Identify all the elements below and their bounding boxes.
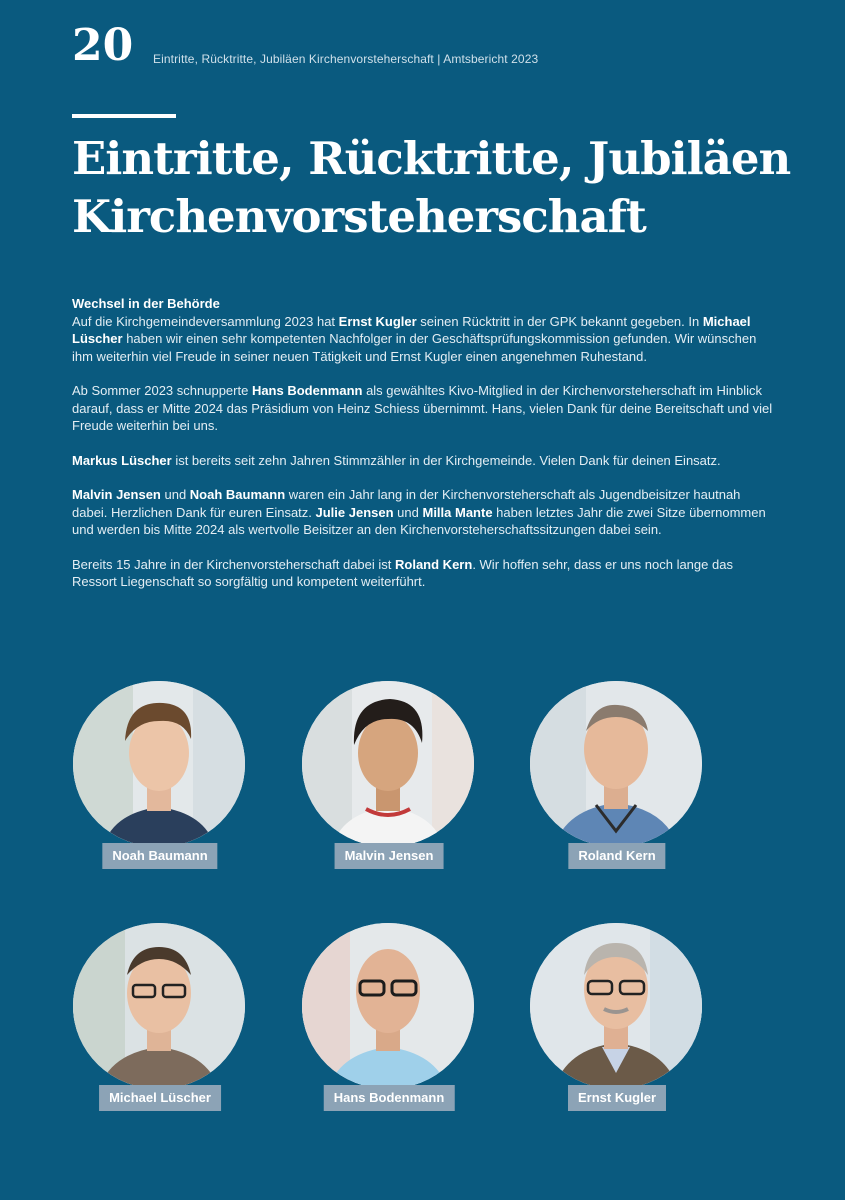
p1-text-a: Auf die Kirchgemeindeversammlung 2023 hat <box>72 313 339 329</box>
p5-name-roland-kern: Roland Kern <box>395 556 473 572</box>
paragraph-3 <box>72 452 777 470</box>
portrait-photo <box>530 681 702 847</box>
section-heading: Wechsel in der Behörde <box>72 296 220 311</box>
name-label: Hans Bodenmann <box>324 1085 455 1111</box>
page-title-line-1: Eintritte, Rücktritte, Jubiläen <box>72 132 791 185</box>
running-head: Eintritte, Rücktritte, Jubiläen Kirchenvorsteherschaft | Amtsbericht 2023 <box>153 52 539 66</box>
paragraph-5 <box>72 556 777 591</box>
p4-text-f: und <box>393 504 423 520</box>
portrait-card <box>302 923 476 1123</box>
p5-text-c: . Wir hoffen sehr, dass er uns noch lange das Ressort Liegenschaft so sorgfältig und kompetent weiterführt. <box>72 556 733 589</box>
p5-text-a: Bereits 15 Jahre in der Kirchenvorsteherschaft dabei ist <box>72 556 396 572</box>
page-title <box>72 130 812 246</box>
portrait-photo <box>530 923 702 1089</box>
p4-text-h: haben letztes Jahr die zwei Sitze übernommen und werden bis Mitte 2024 als wertvolle Beisitzer an den Kirchenvorsteherschaftssitzungen dabei sein. <box>72 504 766 537</box>
name-label: Michael Lüscher <box>99 1085 221 1111</box>
portrait-card <box>73 923 247 1123</box>
p1-text-c: seinen Rücktritt in der GPK bekannt gegeben. In <box>416 313 703 329</box>
p2-name-hans-bodenmann: Hans Bodenmann <box>251 383 363 398</box>
portrait-photo <box>302 923 474 1089</box>
p1-text-e: haben wir einen sehr kompetenten Nachfolger in der Geschäftsprüfungskommission gefunden. Wir wünschen ihm weiterhin viel Freude in seiner neuen Tätigkeit und Ernst Kugler einen angenehmen Ruhestand. <box>72 331 757 364</box>
p4-name-malvin-jensen: Malvin Jensen <box>72 487 161 502</box>
portrait-photo <box>73 681 245 847</box>
portrait-card <box>530 923 704 1123</box>
p3-text-b: ist bereits seit zehn Jahren Stimmzähler in der Kirchgemeinde. Vielen Dank für deinen Einsatz. <box>171 452 721 468</box>
portrait-photo <box>73 923 245 1089</box>
portrait-card <box>73 681 247 881</box>
page-number: 20 <box>72 20 134 71</box>
portrait-card <box>530 681 704 881</box>
title-rule <box>72 114 176 118</box>
name-label: Malvin Jensen <box>335 843 444 869</box>
p3-name-markus-luescher: Markus Lüscher <box>72 452 172 468</box>
p4-name-julie-jensen: Julie Jensen <box>315 504 394 520</box>
p4-name-milla-mante: Milla Mante <box>422 504 493 520</box>
paragraph-1 <box>72 295 777 365</box>
p4-name-noah-baumann: Noah Baumann <box>189 487 286 502</box>
p1-name-ernst-kugler: Ernst Kugler <box>338 313 417 329</box>
paragraph-2 <box>72 382 777 435</box>
p2-text-c: als gewähltes Kivo-Mitglied in der Kirchenvorsteherschaft im Hinblick darauf, dass er Mitte 2024 das Präsidium von Heinz Schiess übernimmt. Hans, vielen Dank für deine Bereitschaft und viel Freude weiterhin bei uns. <box>72 383 773 433</box>
name-label: Noah Baumann <box>102 843 217 869</box>
p1-name-michael-luescher: Michael Lüscher <box>72 313 751 346</box>
portrait-photo <box>302 681 474 847</box>
p4-text-b: und <box>160 487 190 502</box>
p2-text-a: Ab Sommer 2023 schnupperte <box>72 383 252 398</box>
article-body <box>72 295 777 608</box>
page-title-line-2: Kirchenvorsteherschaft <box>72 190 646 243</box>
name-label: Roland Kern <box>568 843 665 869</box>
portrait-card <box>302 681 476 881</box>
paragraph-4 <box>72 486 777 539</box>
name-label: Ernst Kugler <box>568 1085 666 1111</box>
p4-text-d: waren ein Jahr lang in der Kirchenvorsteherschaft als Jugendbeisitzer hautnah dabei. Herzlichen Dank für euren Einsatz. <box>72 487 741 520</box>
